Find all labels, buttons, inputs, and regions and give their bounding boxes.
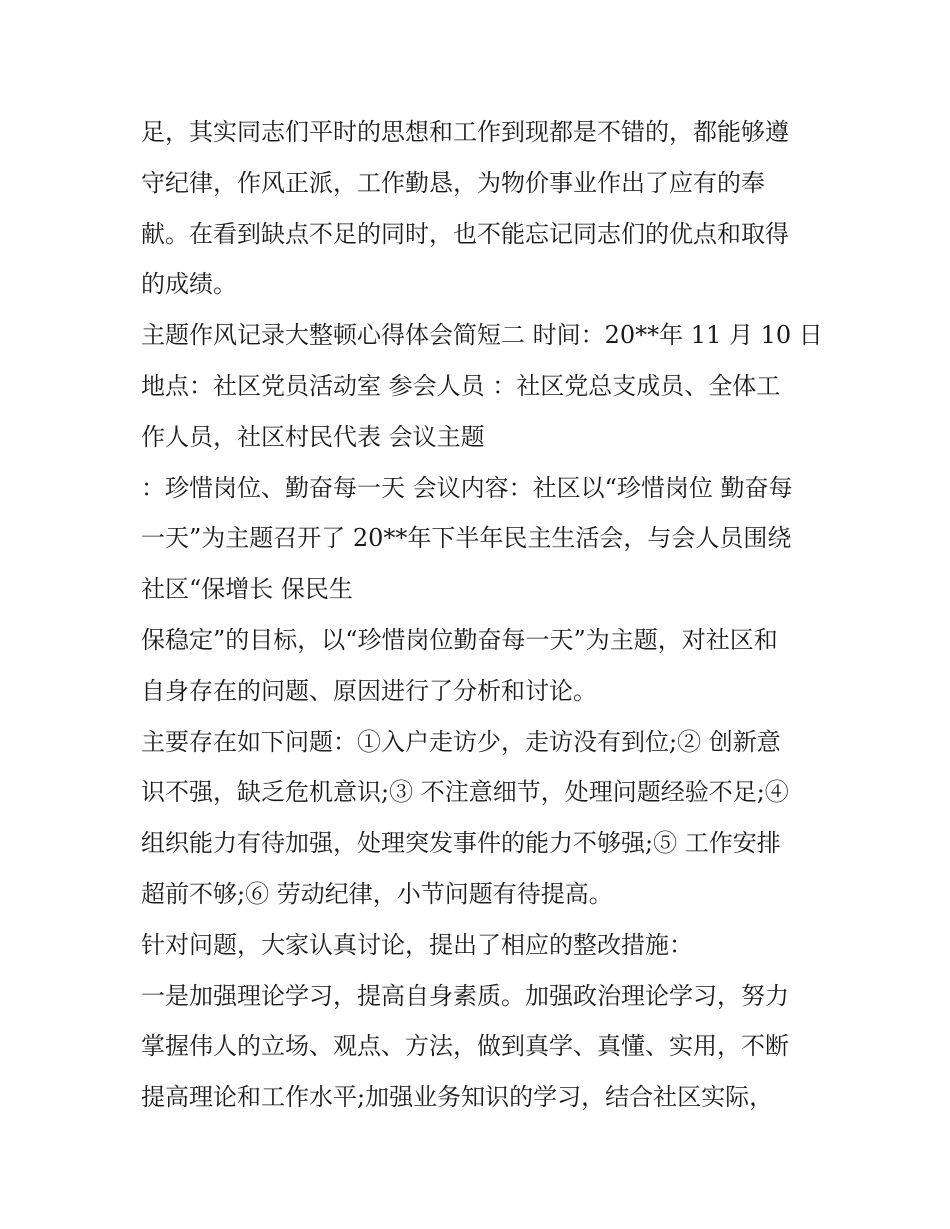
text-line: 作人员，社区村民代表 会议主题 [141, 422, 485, 451]
text-line: 提高理论和工作水平;加强业务知识的学习，结合社区实际， [141, 1083, 774, 1112]
text-line: 保稳定”的目标，以“珍惜岗位勤奋每一天”为主题，对社区和 [141, 625, 778, 654]
text-line: 的成绩。 [141, 270, 237, 299]
text-line: ：珍惜岗位、勤奋每一天 会议内容：社区以“珍惜岗位 勤奋每 [141, 473, 793, 502]
text-line: 一天”为主题召开了 20**年下半年民主生活会，与会人员围绕 [141, 524, 792, 553]
text-line: 地点：社区党员活动室 参会人员 ：社区党总支成员、全体工 [141, 371, 781, 400]
text-line: 识不强，缺乏危机意识;③ 不注意细节，处理问题经验不足;④ [141, 778, 789, 807]
text-line: 针对问题，大家认真讨论，提出了相应的整改措施： [141, 930, 693, 959]
text-line: 主要存在如下问题：①入户走访少，走访没有到位;② 创新意 [141, 727, 781, 756]
text-line: 自身存在的问题、原因进行了分析和讨论。 [141, 676, 597, 705]
text-line: 掌握伟人的立场、观点、方法，做到真学、真懂、实用，不断 [141, 1032, 789, 1061]
text-line: 守纪律，作风正派，工作勤恳，为物价事业作出了应有的奉 [141, 168, 765, 197]
text-line: 组织能力有待加强，处理突发事件的能力不够强;⑤ 工作安排 [141, 829, 781, 858]
document-body [141, 107, 821, 1123]
text-line: 献。在看到缺点不足的同时，也不能忘记同志们的优点和取得 [141, 219, 789, 248]
text-line: 社区“保增长 保民生 [141, 575, 353, 604]
text-line: 主题作风记录大整顿心得体会简短二 时间：20**年 11 月 10 日 [141, 321, 823, 350]
text-line: 一是加强理论学习，提高自身素质。加强政治理论学习，努力 [141, 981, 789, 1010]
text-line: 足，其实同志们平时的思想和工作到现都是不错的，都能够遵 [141, 118, 789, 146]
text-line: 超前不够;⑥ 劳动纪律，小节问题有待提高。 [141, 879, 613, 908]
